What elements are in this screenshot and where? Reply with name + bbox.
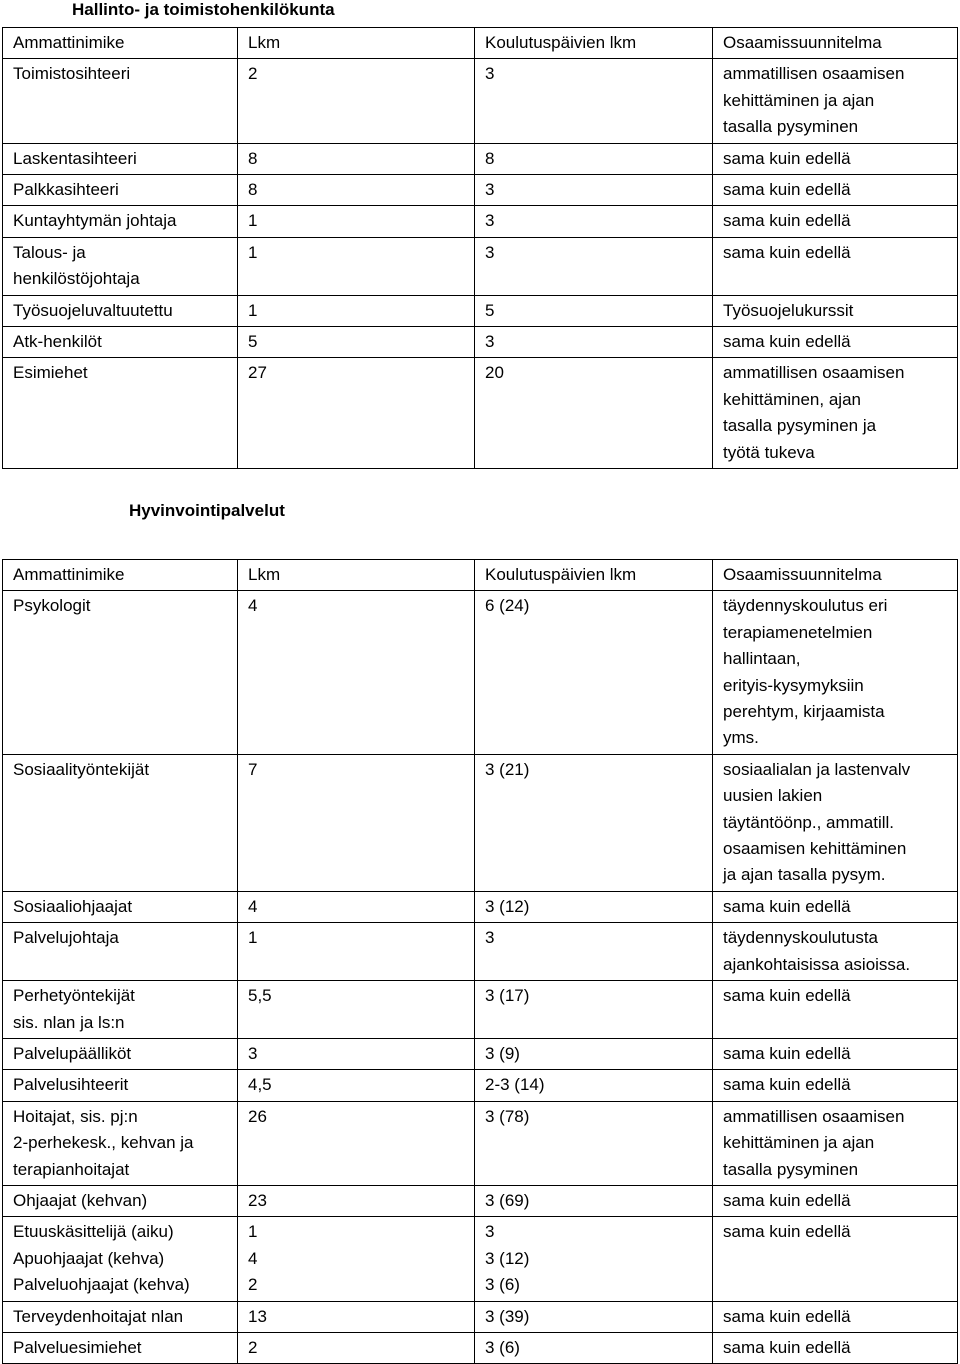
table-header-row — [3, 28, 958, 59]
table-row — [3, 59, 958, 143]
count-cell: 1 4 2 — [238, 1217, 475, 1301]
training-days-cell: 3 (12) — [475, 891, 713, 922]
occupation-cell: Sosiaalityöntekijät — [3, 754, 238, 891]
occupation-cell: Etuuskäsittelijä (aiku) Apuohjaajat (kehva) Palveluohjaajat (kehva) — [3, 1217, 238, 1301]
count-cell: 3 — [238, 1038, 475, 1069]
occupation-cell: Talous- ja henkilöstöjohtaja — [3, 237, 238, 295]
training-days-cell: 6 (24) — [475, 591, 713, 754]
occupation-cell: Palveluesimiehet — [3, 1332, 238, 1363]
competence-plan-cell: sama kuin edellä — [713, 237, 958, 295]
count-cell: 5 — [238, 327, 475, 358]
table-row — [3, 206, 958, 237]
competence-plan-cell: sama kuin edellä — [713, 1332, 958, 1363]
competence-plan-cell: sama kuin edellä — [713, 143, 958, 174]
competence-plan-cell: ammatillisen osaamisen kehittäminen ja ajan tasalla pysyminen — [713, 59, 958, 143]
column-header: Ammattinimike — [3, 560, 238, 591]
occupation-cell: Psykologit — [3, 591, 238, 754]
section-title-administration: Hallinto- ja toimistohenkilökunta — [72, 0, 335, 19]
table-row — [3, 1185, 958, 1216]
training-days-cell: 3 — [475, 237, 713, 295]
training-days-cell: 2-3 (14) — [475, 1070, 713, 1101]
training-days-cell: 3 — [475, 206, 713, 237]
table-row — [3, 1101, 958, 1185]
occupation-cell: Toimistosihteeri — [3, 59, 238, 143]
occupation-cell: Palkkasihteeri — [3, 175, 238, 206]
training-days-cell: 3 (69) — [475, 1185, 713, 1216]
table-row — [3, 891, 958, 922]
training-days-cell: 8 — [475, 143, 713, 174]
count-cell: 1 — [238, 206, 475, 237]
count-cell: 8 — [238, 143, 475, 174]
column-header: Koulutuspäivien lkm — [475, 28, 713, 59]
count-cell: 26 — [238, 1101, 475, 1185]
count-cell: 13 — [238, 1301, 475, 1332]
training-days-cell: 3 (78) — [475, 1101, 713, 1185]
table-row — [3, 591, 958, 754]
table-row — [3, 1217, 958, 1301]
competence-plan-cell: Työsuojelukurssit — [713, 295, 958, 326]
table-row — [3, 923, 958, 981]
competence-plan-cell: täydennyskoulutusta ajankohtaisissa asioissa. — [713, 923, 958, 981]
table-row — [3, 237, 958, 295]
competence-plan-cell: sama kuin edellä — [713, 175, 958, 206]
table-row — [3, 1070, 958, 1101]
count-cell: 7 — [238, 754, 475, 891]
table-row — [3, 327, 958, 358]
column-header: Osaamissuunnitelma — [713, 560, 958, 591]
count-cell: 23 — [238, 1185, 475, 1216]
occupation-cell: Atk-henkilöt — [3, 327, 238, 358]
table-row — [3, 295, 958, 326]
training-days-cell: 3 — [475, 327, 713, 358]
competence-plan-cell: sama kuin edellä — [713, 327, 958, 358]
count-cell: 2 — [238, 1332, 475, 1363]
table-row — [3, 1332, 958, 1363]
competence-plan-cell: sama kuin edellä — [713, 1038, 958, 1069]
count-cell: 27 — [238, 358, 475, 469]
table-row — [3, 1038, 958, 1069]
column-header: Ammattinimike — [3, 28, 238, 59]
competence-plan-cell: ammatillisen osaamisen kehittäminen ja ajan tasalla pysyminen — [713, 1101, 958, 1185]
competence-plan-cell: sama kuin edellä — [713, 1070, 958, 1101]
training-days-cell: 20 — [475, 358, 713, 469]
training-days-cell: 3 — [475, 175, 713, 206]
occupation-cell: Hoitajat, sis. pj:n 2-perhekesk., kehvan ja terapianhoitajat — [3, 1101, 238, 1185]
occupation-cell: Palvelujohtaja — [3, 923, 238, 981]
count-cell: 1 — [238, 295, 475, 326]
competence-plan-cell: sama kuin edellä — [713, 1185, 958, 1216]
count-cell: 4 — [238, 591, 475, 754]
table-row — [3, 981, 958, 1039]
occupation-cell: Perhetyöntekijät sis. nlan ja ls:n — [3, 981, 238, 1039]
occupation-cell: Terveydenhoitajat nlan — [3, 1301, 238, 1332]
occupation-cell: Esimiehet — [3, 358, 238, 469]
count-cell: 1 — [238, 237, 475, 295]
column-header: Lkm — [238, 560, 475, 591]
occupation-cell: Ohjaajat (kehvan) — [3, 1185, 238, 1216]
competence-plan-cell: sama kuin edellä — [713, 206, 958, 237]
occupation-cell: Laskentasihteeri — [3, 143, 238, 174]
count-cell: 1 — [238, 923, 475, 981]
competence-plan-cell: ammatillisen osaamisen kehittäminen, ajan tasalla pysyminen ja työtä tukeva — [713, 358, 958, 469]
table-row — [3, 143, 958, 174]
occupation-cell: Työsuojeluvaltuutettu — [3, 295, 238, 326]
training-days-cell: 3 3 (12) 3 (6) — [475, 1217, 713, 1301]
training-days-cell: 3 — [475, 923, 713, 981]
administration-staff-table — [2, 27, 958, 469]
count-cell: 2 — [238, 59, 475, 143]
competence-plan-cell: täydennyskoulutus eri terapiamenetelmien hallintaan, erityis-kysymyksiin perehtym, kirjaamista yms. — [713, 591, 958, 754]
training-days-cell: 3 (17) — [475, 981, 713, 1039]
column-header: Osaamissuunnitelma — [713, 28, 958, 59]
table-row — [3, 1301, 958, 1332]
training-days-cell: 3 (21) — [475, 754, 713, 891]
training-days-cell: 5 — [475, 295, 713, 326]
count-cell: 5,5 — [238, 981, 475, 1039]
training-days-cell: 3 — [475, 59, 713, 143]
welfare-services-table — [2, 559, 958, 1364]
training-days-cell: 3 (39) — [475, 1301, 713, 1332]
column-header: Koulutuspäivien lkm — [475, 560, 713, 591]
competence-plan-cell: sama kuin edellä — [713, 981, 958, 1039]
table-row — [3, 754, 958, 891]
training-days-cell: 3 (6) — [475, 1332, 713, 1363]
training-days-cell: 3 (9) — [475, 1038, 713, 1069]
column-header: Lkm — [238, 28, 475, 59]
table-row — [3, 358, 958, 469]
competence-plan-cell: sama kuin edellä — [713, 891, 958, 922]
section-title-welfare-services: Hyvinvointipalvelut — [129, 501, 285, 520]
competence-plan-cell: sosiaalialan ja lastenvalv uusien lakien täytäntöönp., ammatill. osaamisen kehittäminen ja ajan tasalla pysym. — [713, 754, 958, 891]
count-cell: 4 — [238, 891, 475, 922]
table-header-row — [3, 560, 958, 591]
count-cell: 8 — [238, 175, 475, 206]
competence-plan-cell: sama kuin edellä — [713, 1217, 958, 1301]
occupation-cell: Palvelusihteerit — [3, 1070, 238, 1101]
table-row — [3, 175, 958, 206]
count-cell: 4,5 — [238, 1070, 475, 1101]
occupation-cell: Kuntayhtymän johtaja — [3, 206, 238, 237]
occupation-cell: Sosiaaliohjaajat — [3, 891, 238, 922]
occupation-cell: Palvelupäälliköt — [3, 1038, 238, 1069]
competence-plan-cell: sama kuin edellä — [713, 1301, 958, 1332]
